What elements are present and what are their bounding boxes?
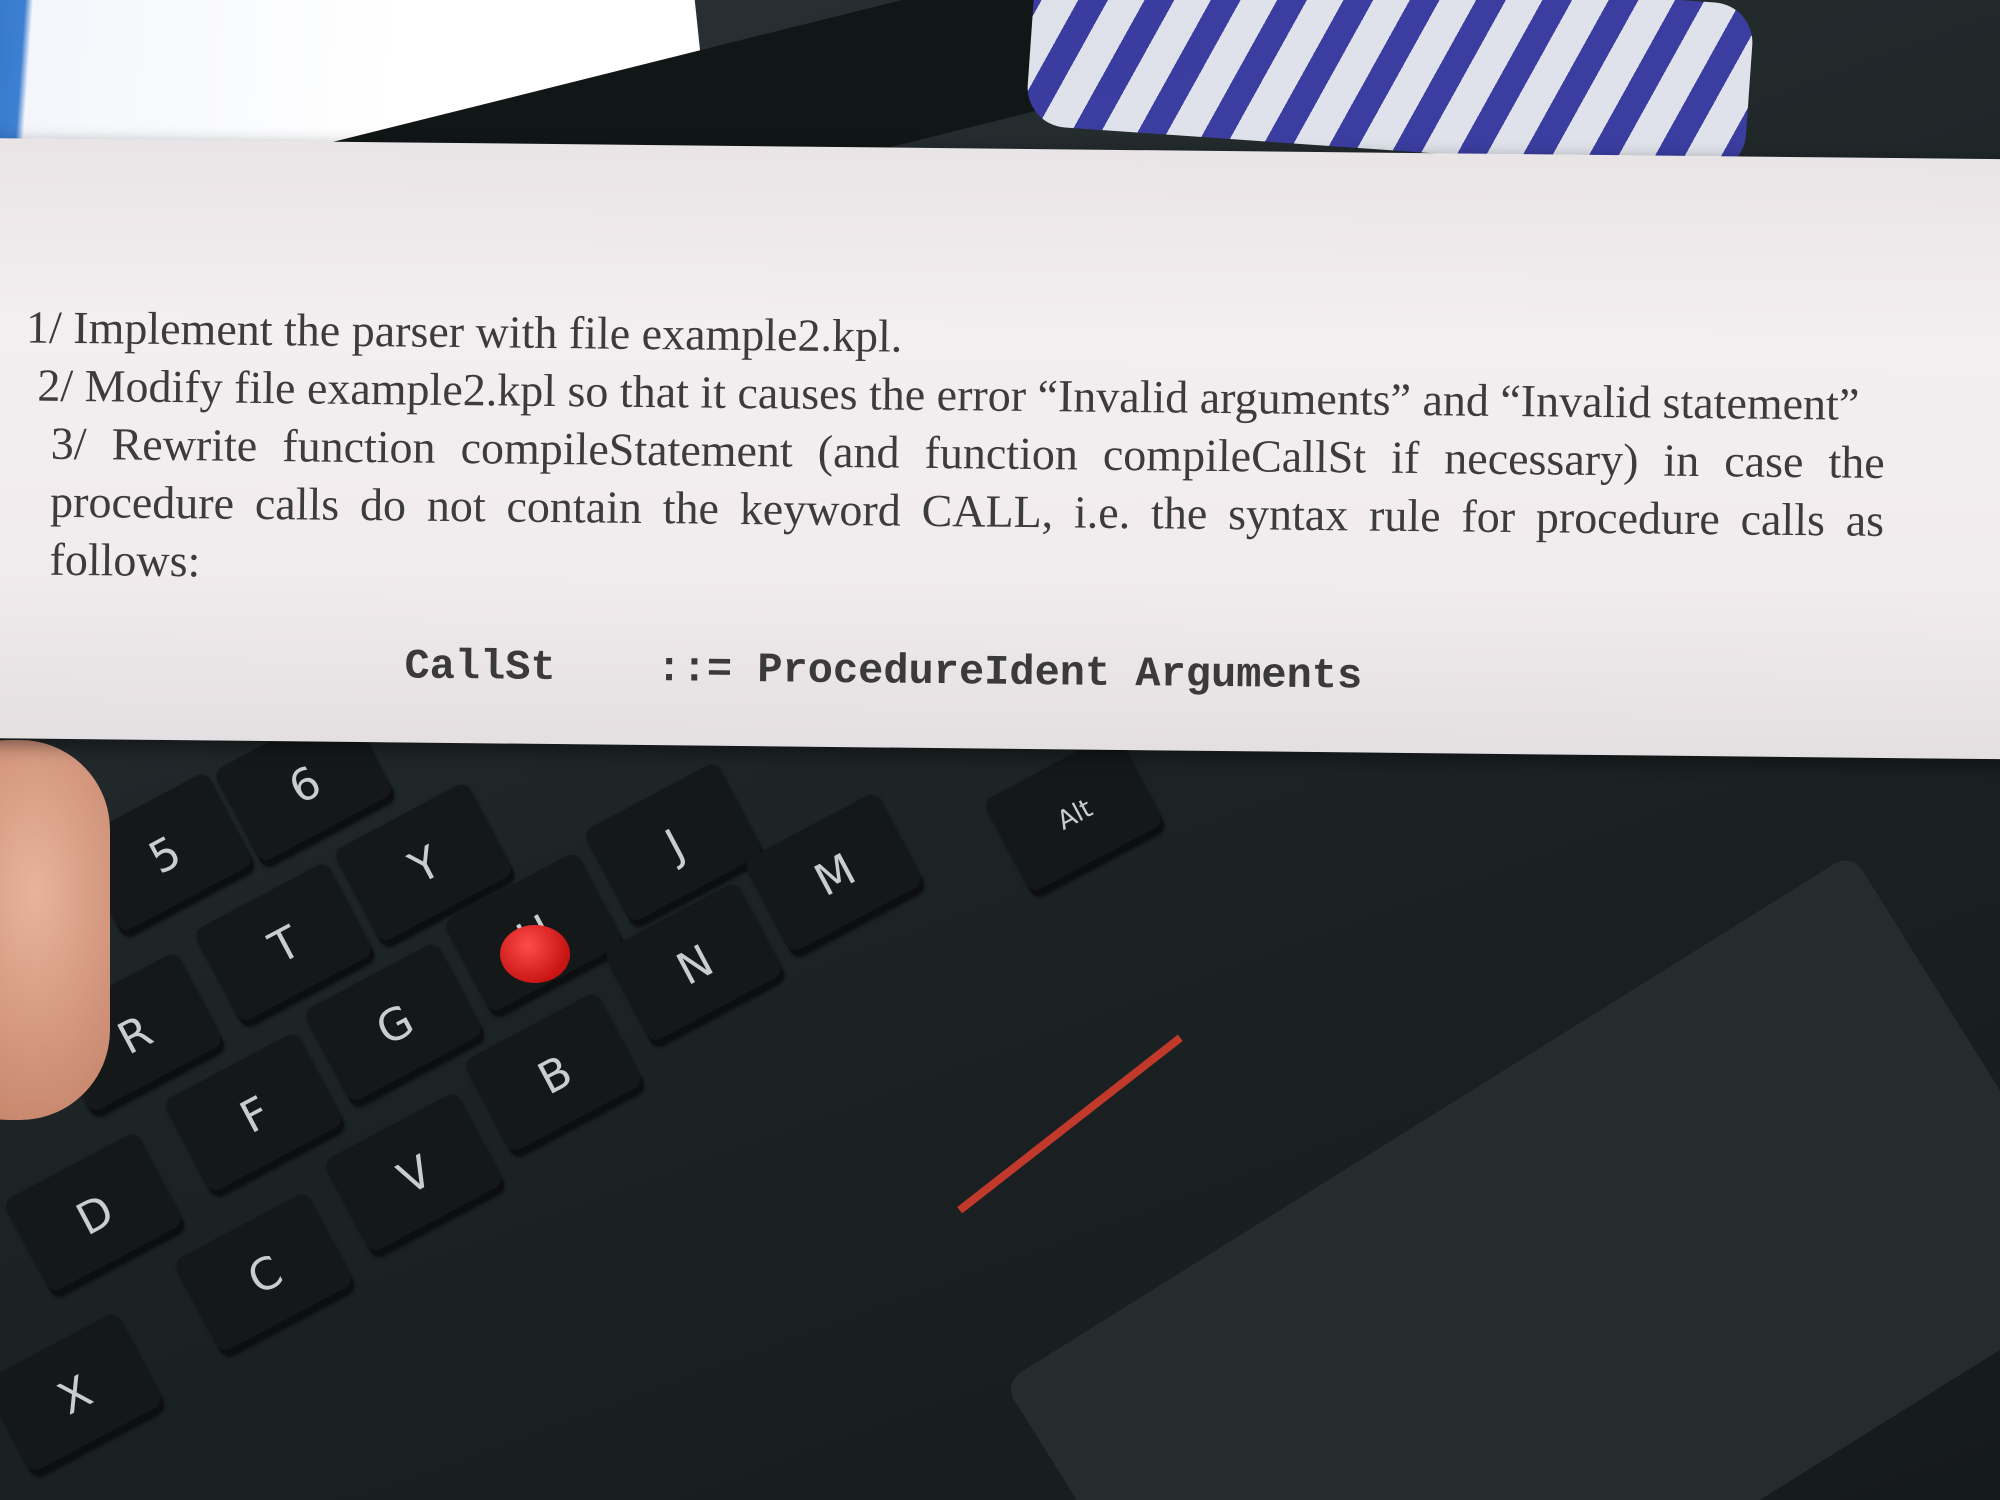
key-j: J [583,761,767,929]
key-f: F [163,1031,347,1199]
key-m: M [743,791,927,959]
key-d: D [3,1131,187,1299]
key-y: Y [333,781,517,949]
assignment-paper [0,138,2000,759]
thumb [0,740,110,1120]
trackpoint-nub [500,925,570,983]
key-x: X [0,1311,167,1479]
key-c: C [173,1191,357,1359]
assignment-text [23,298,1886,607]
key-g: G [303,941,487,1109]
task-2: 2/ Modify file example2.kpl so that it causes the error “Invalid arguments” and “Invalid statement” [37,359,1860,430]
key-5: 5 [73,771,257,939]
task-3: 3/ Rewrite function compileStatement (and function compileCallSt if necessary) in case the procedure calls do not contain the keyword CALL, i.e. the syntax rule for procedure calls as follows: [49,417,1885,587]
key-v: V [323,1091,507,1259]
key-alt: Alt [983,731,1167,899]
key-t: T [193,861,377,1029]
grammar-rule: CallSt ::= ProcedureIdent Arguments [404,642,1363,701]
key-6: 6 [213,701,397,869]
task-1: 1/ Implement the parser with file example2.kpl. [25,301,903,362]
key-b: B [463,991,647,1159]
key-r: R [43,951,227,1119]
key-n: N [603,881,787,1049]
